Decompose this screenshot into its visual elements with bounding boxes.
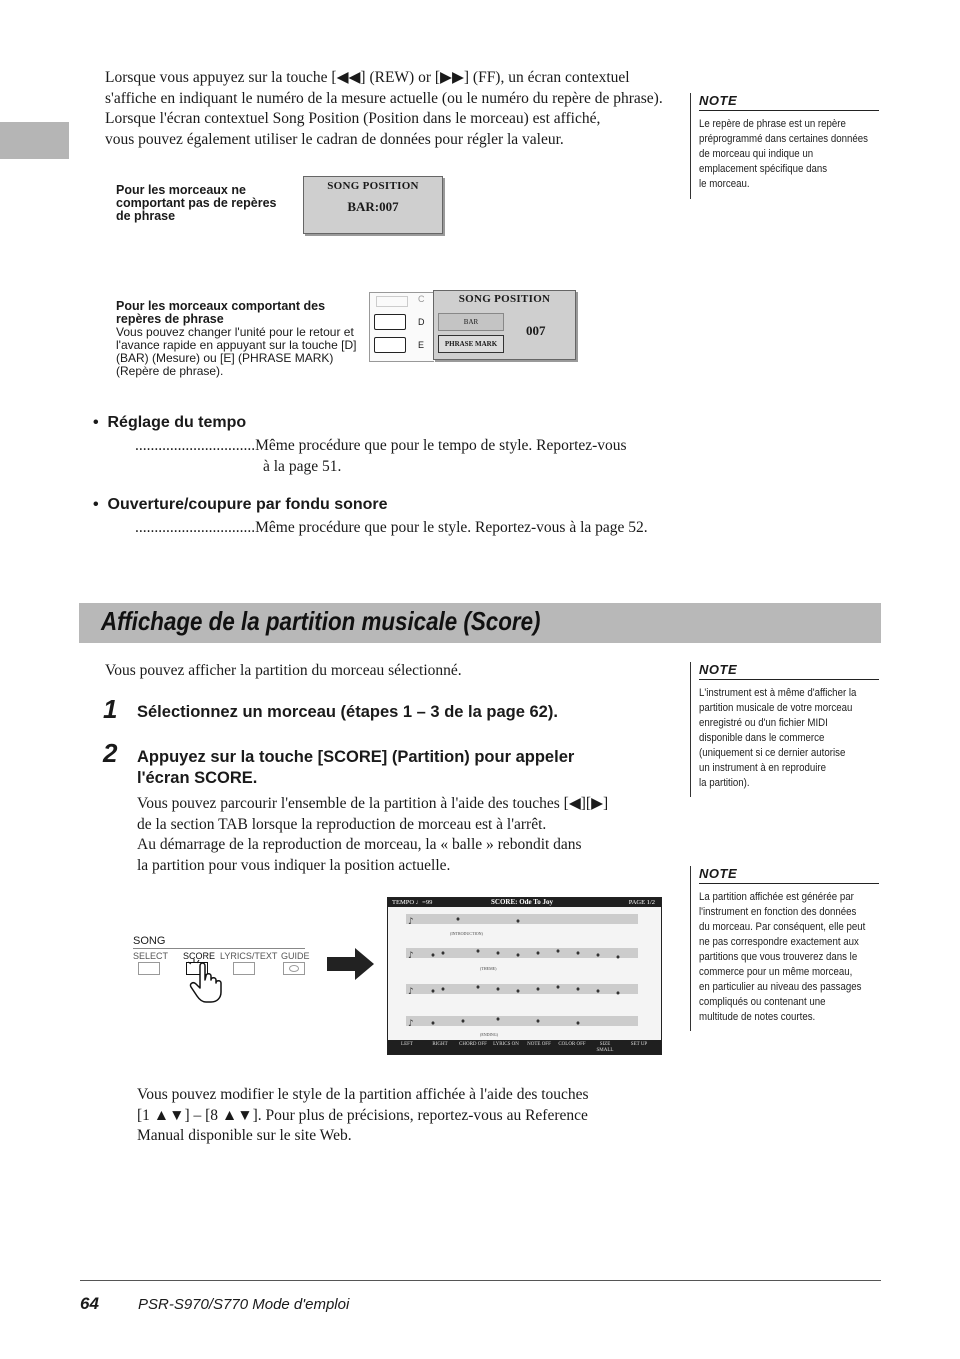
leader-dots: ...............................	[135, 437, 256, 454]
caption-line: Vous pouvez changer l'unité pour le retour et	[116, 325, 354, 339]
page-number: 64	[80, 1294, 99, 1313]
note-line: partition musicale de votre morceau	[699, 702, 853, 714]
footer-rule	[80, 1280, 881, 1281]
note-line: l'instrument en fonction des données	[699, 906, 857, 918]
button-label-d: D	[418, 317, 425, 327]
note-line: (uniquement si ce dernier autorise	[699, 747, 846, 759]
note-body	[699, 117, 879, 192]
caption-line: repères de phrase	[116, 312, 224, 326]
song-position-popup-bar	[303, 176, 443, 234]
bullet-icon: •	[93, 496, 108, 513]
footer-tab-lyrics[interactable]: LYRICS ON	[493, 1042, 519, 1047]
score-title: SCORE: Ode To Joy	[491, 898, 554, 906]
bullet-line: Même procédure que pour le tempo de style. Reportez-vous	[255, 437, 627, 454]
button-d[interactable]	[374, 314, 406, 330]
note-line: préprogrammé dans certaines données	[699, 133, 868, 145]
body-line: [1 ▲▼] – [8 ▲▼]. Pour plus de précisions, reportez-vous au Reference	[137, 1106, 588, 1124]
lcd-value: BAR:007	[347, 199, 399, 214]
note-score-generated	[690, 866, 879, 1031]
fig1-caption	[116, 184, 276, 223]
song-btn-label-lyrics: LYRICS/TEXT	[220, 951, 278, 961]
bullet-line: à la page 51.	[263, 458, 342, 475]
note-line: le morceau.	[699, 178, 750, 190]
staff-4	[406, 1017, 638, 1025]
song-position-popup-phrase	[433, 290, 576, 360]
score-page: PAGE 1/2	[628, 899, 655, 906]
intro-line: s'affiche en indiquant le numéro de la mesure actuelle (ou le numéro du repère de phrase).	[105, 89, 663, 107]
footer-tab-size[interactable]: SIZE SMALL	[596, 1042, 614, 1053]
bullet-tempo	[93, 414, 246, 432]
body-line: de la section TAB lorsque la reproduction de morceau est à l'arrêt.	[137, 815, 547, 833]
score-section-label: (THEME)	[480, 966, 497, 971]
step-text	[137, 747, 574, 789]
step-text: Sélectionnez un morceau (étapes 1 – 3 de la page 62).	[137, 703, 558, 721]
svg-text:♪: ♪	[408, 917, 414, 927]
step-number: 2	[103, 738, 118, 768]
button-label-c: C	[418, 294, 425, 304]
body-line: Au démarrage de la reproduction de morceau, la « balle » rebondit dans	[137, 836, 582, 853]
step2-body	[137, 794, 677, 876]
svg-text:♪: ♪	[408, 951, 414, 961]
step-line: Appuyez sur la touche [SCORE] (Partition) pour appeler	[137, 748, 575, 766]
step-line: l'écran SCORE.	[137, 769, 258, 787]
note-line: en particulier au niveau des passages	[699, 981, 862, 993]
song-btn-label-guide: GUIDE	[281, 951, 310, 961]
score-footer	[388, 1040, 661, 1054]
bullet-fade	[93, 496, 388, 514]
score-tempo: TEMPO ♩=99	[392, 899, 433, 906]
note-body	[699, 686, 879, 791]
song-btn-label-score: SCORE	[183, 951, 216, 961]
note-score-capability	[690, 662, 879, 797]
button-e[interactable]	[374, 337, 406, 353]
bullet-icon: •	[93, 414, 108, 431]
footer-tab-setup[interactable]: SET UP	[630, 1042, 648, 1047]
note-title: NOTE	[699, 662, 879, 680]
note-line: compliqués ou contenant une	[699, 996, 826, 1008]
lcd-value: 007	[526, 323, 546, 338]
button-c[interactable]	[376, 296, 408, 307]
footer-tab-left[interactable]: LEFT	[401, 1042, 413, 1047]
lcd-title: SONG POSITION	[458, 293, 551, 305]
note-line: La partition affichée est générée par	[699, 891, 854, 903]
note-line: un instrument à en reproduire	[699, 762, 826, 774]
note-line: de morceau qui indique un	[699, 148, 814, 160]
svg-text:♪: ♪	[408, 987, 414, 997]
note-line: multitude de notes courtes.	[699, 1011, 816, 1023]
bullet-title: Réglage du tempo	[107, 414, 247, 431]
intro-line: vous pouvez également utiliser le cadran de données pour régler la valeur.	[105, 130, 564, 148]
note-body	[699, 890, 879, 1025]
chapter-tab	[0, 122, 69, 159]
treble-clefs	[408, 917, 414, 1029]
note-line: disponible dans le commerce	[699, 732, 825, 744]
option-phrase-mark[interactable]: PHRASE MARK	[438, 335, 504, 353]
bullet-fade-body	[135, 517, 705, 538]
lyrics-text-button[interactable]	[233, 962, 255, 975]
note-line: commerce pour un même morceau,	[699, 966, 853, 978]
caption-line: Pour les morceaux comportant des	[116, 299, 326, 313]
song-panel-rule	[133, 948, 305, 949]
bullet-line: Même procédure que pour le style. Reportez-vous à la page 52.	[255, 519, 648, 536]
caption-line: l'avance rapide en appuyant sur la touche [D]	[116, 338, 357, 352]
manual-name: PSR-S970/S770 Mode d'emploi	[138, 1296, 350, 1313]
step-number: 1	[103, 694, 118, 724]
intro-line: Lorsque l'écran contextuel Song Position (Position dans le morceau) est affiché,	[105, 110, 601, 127]
note-line: la partition).	[699, 777, 750, 789]
body-line: la partition pour vous indiquer la position actuelle.	[137, 856, 451, 874]
pointing-hand-icon	[184, 958, 234, 1004]
caption-line: de phrase	[116, 209, 176, 223]
staff-3	[406, 985, 638, 993]
body-line: Manual disponible sur le site Web.	[137, 1127, 352, 1144]
lcd-title: SONG POSITION	[327, 180, 419, 192]
svg-text:♪: ♪	[408, 1019, 414, 1029]
body-line: Vous pouvez parcourir l'ensemble de la partition à l'aide des touches [◀][▶]	[137, 795, 609, 812]
option-bar[interactable]: BAR	[438, 313, 504, 331]
guide-button[interactable]	[283, 962, 305, 975]
staff-1	[406, 915, 638, 923]
bullet-title: Ouverture/coupure par fondu sonore	[107, 496, 388, 513]
note-phrase-mark	[690, 93, 879, 199]
caption-line: (BAR) (Mesure) ou [E] (PHRASE MARK)	[116, 351, 334, 365]
footer-tab-chord[interactable]: CHORD OFF	[459, 1042, 487, 1047]
guide-lamp-icon	[289, 965, 299, 972]
intro-line: Lorsque vous appuyez sur la touche [◀◀] (REW) or [▶▶] (FF), un écran contextuel	[105, 69, 630, 86]
note-title: NOTE	[699, 866, 879, 884]
caption-line: (Repère de phrase).	[116, 364, 224, 378]
note-line: partitions que vous trouverez dans le	[699, 951, 858, 963]
caption-line: Pour les morceaux ne	[116, 183, 246, 197]
note-line: enregistré ou d'un fichier MIDI	[699, 717, 828, 729]
song-panel-label: SONG	[133, 935, 166, 947]
closing-paragraph	[137, 1085, 677, 1147]
section-header	[79, 603, 881, 643]
score-screen	[387, 897, 662, 1055]
note-line: ne pas correspondre exactement aux	[699, 936, 859, 948]
section-title: Affichage de la partition musicale (Score)	[101, 606, 541, 636]
leader-dots: ...............................	[135, 519, 256, 536]
score-staves	[388, 907, 661, 1041]
section-intro: Vous pouvez afficher la partition du morceau sélectionné.	[105, 662, 462, 679]
note-line: emplacement spécifique dans	[699, 163, 828, 175]
caption-line: comportant pas de repères	[116, 196, 277, 210]
intro-paragraph	[105, 68, 675, 150]
footer-tab-color[interactable]: COLOR OFF	[558, 1042, 586, 1047]
score-section-label: (INTRODUCTION)	[450, 931, 483, 936]
right-arrow-icon	[327, 948, 375, 980]
button-label-e: E	[418, 340, 425, 350]
score-header	[388, 898, 661, 907]
footer-tab-right[interactable]: RIGHT	[432, 1042, 448, 1047]
footer-tab-note[interactable]: NOTE OFF	[527, 1042, 551, 1047]
note-title: NOTE	[699, 93, 879, 111]
song-btn-label-select: SELECT	[133, 951, 169, 961]
body-line: Vous pouvez modifier le style de la partition affichée à l'aide des touches	[137, 1086, 589, 1103]
staff-2	[406, 949, 638, 957]
note-line: du morceau. Par conséquent, elle peut	[699, 921, 866, 933]
score-section-label: (ENDING)	[480, 1032, 498, 1037]
note-line: L'instrument est à même d'afficher la	[699, 687, 857, 699]
song-select-button[interactable]	[138, 962, 160, 975]
note-line: Le repère de phrase est un repère	[699, 118, 846, 130]
fig2-caption	[116, 300, 356, 378]
bullet-tempo-body	[135, 435, 695, 477]
